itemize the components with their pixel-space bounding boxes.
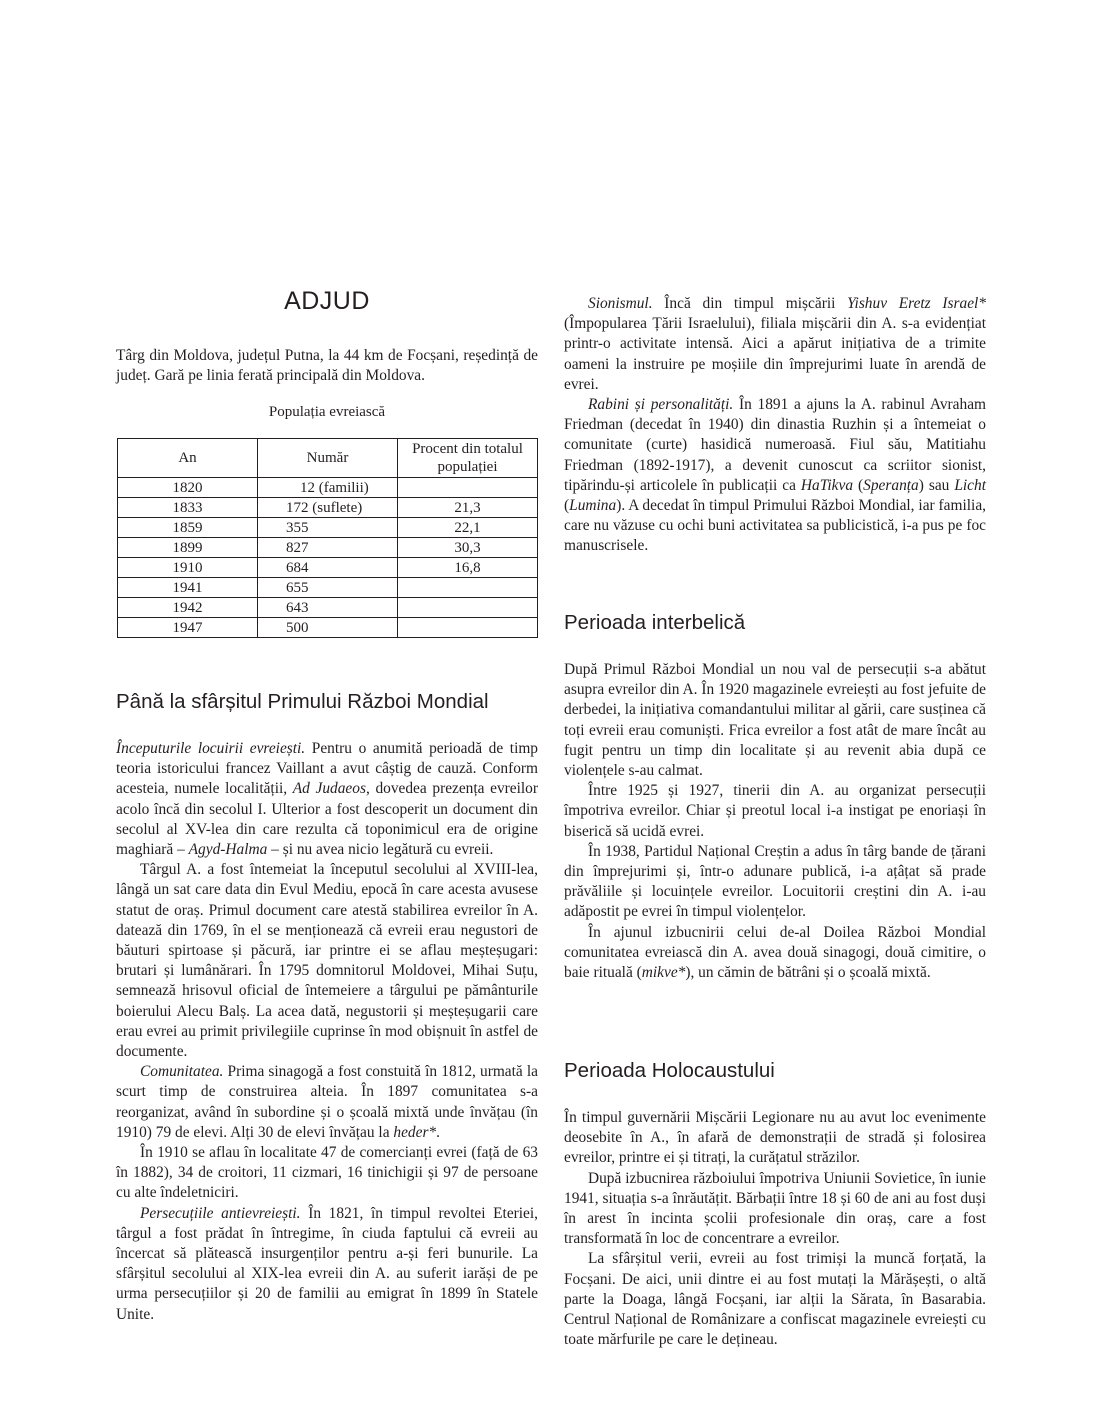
table-row — [118, 618, 538, 638]
cell-year: 1859 — [118, 518, 258, 538]
cell-percent: 22,1 — [398, 518, 538, 538]
cell-year: 1899 — [118, 538, 258, 558]
paragraph-founding: Târgul A. a fost întemeiat la începutul secolului al XVIII-lea, lângă un sat care data din Evul Mediu, epocă în care acesta avusese statut de oraș. Primul document care atestă stabilirea evreilor în A. datează din 1769, în el se menționează că evreii erau negustori de băuturi spirtoase și păcură, iar printre ei se aflau meșteșugari: brutari și lumânărari. În 1795 domnitorul Moldovei, Mihai Suțu, semnează hrisovul oficial de întemeiere a târgului pe pământurile boierului Alecu Balș. La acea dată, negustorii și meșteșugarii care erau evrei au primit privilegiile cuprinse în mod obișnuit în astfel de documente. — [116, 861, 538, 1061]
cell-percent: 30,3 — [398, 538, 538, 558]
section-heading-ww1: Până la sfârșitul Primului Război Mondial — [116, 690, 489, 713]
paragraph-lead: Începuturile locuirii evreiești. — [116, 740, 306, 757]
cell-year: 1910 — [118, 558, 258, 578]
paragraph-lead: Rabini și personalități. — [588, 396, 734, 414]
paragraph-occupations: În 1910 se aflau în localitate 47 de comercianți evrei (față de 63 în 1882), 34 de croitori, 11 cizmari, 16 tinichigii și 97 de persoane cu alte îndeletniciri. — [116, 1144, 538, 1202]
header-number: Număr — [258, 439, 398, 478]
term-ad-judaeos: Ad Judaeos — [292, 780, 366, 798]
paragraph-lead: Comunitatea. — [140, 1063, 224, 1081]
paragraph-interwar-3: În 1938, Partidul Național Creștin a adus în târg bande de țărani din împrejurimi și, într-o adunare publică, i-a ațâțat să prade prăvăliile și locuințele evreilor. Locuitorii creștini din A. i-au adăpostit pe evrei în timpul violențelor. — [564, 842, 986, 921]
paragraph-lead: Sionismul. — [588, 295, 653, 312]
table-row — [118, 478, 538, 498]
cell-year: 1833 — [118, 498, 258, 518]
paragraph-interwar-2: Între 1925 și 1927, tinerii din A. au organizat persecuții împotriva evreilor. Chiar și preotul local i-a instigat pe enoriași în biserică să ucidă evrei. — [564, 782, 986, 840]
header-year: An — [118, 439, 258, 478]
glossary-term-mikve: mikve* — [641, 964, 686, 982]
article-title: ADJUD — [284, 287, 370, 315]
glossary-term-heder: heder* — [393, 1123, 437, 1141]
cell-percent — [398, 598, 538, 618]
cell-percent — [398, 618, 538, 638]
paragraph-persecutions: Persecuțiile antievreiești. În 1821, în timpul revoltei Eteriei, târgul a fost prădat în întregime, în ciuda faptului că evreii au încercat să plătească insurgenților pentru a-și feri bunurile. La sfârșitul secolului al XIX-lea evreii din A. au suferit iarăși de pe urma persecuțiilor și 20 de familii au emigrat în 1899 în Statele Unite. — [116, 1204, 539, 1323]
cell-number: 12 (familii) — [258, 478, 398, 498]
table-row — [118, 538, 538, 558]
paragraph-interwar-4: În ajunul izbucnirii celui de-al Doilea Război Mondial comunitatea evreiască din A. avea două sinagogi, două cimitire, o baie rituală (mikve*), un cămin de bătrâni și o școală mixtă. — [564, 923, 986, 982]
cell-year: 1942 — [118, 598, 258, 618]
paragraph-holocaust-3: La sfârșitul verii, evreii au fost trimiși la muncă forțată, la Focșani. De aici, unii dintre ei au fost mutați la Mărășești, o altă parte la Doaga, lângă Focșani, iar alții la Sărata, în Basarabia. Centrul Național de Românizare a confiscat magazinele evreiești cu toate mărfurile pe care le dețineau. — [564, 1250, 986, 1349]
table-caption: Populația evreiască — [268, 404, 386, 420]
table-header-row — [118, 439, 538, 478]
cell-number: 500 — [258, 618, 398, 638]
cell-number: 827 — [258, 538, 398, 558]
cell-number: 172 (suflete) — [258, 498, 398, 518]
glossary-term-yishuv: Yishuv Eretz Israel* — [847, 295, 987, 312]
section-heading-interwar: Perioada interbelică — [564, 611, 746, 634]
cell-number: 355 — [258, 518, 398, 538]
table-row — [118, 598, 538, 618]
section-holocaust-body — [564, 1108, 986, 1350]
cell-percent: 16,8 — [398, 558, 538, 578]
paragraph-holocaust-2: După izbucnirea războiului împotriva Uniunii Sovietice, în iunie 1941, situația s-a înrăutățit. Bărbații între 18 și 60 de ani au fost duși în arest în incinta școlii profesionale din oraș, care a fost transformată în loc de concentrare a evreilor. — [564, 1169, 986, 1248]
table-row — [118, 578, 538, 598]
paragraph-lead: Persecuțiile antievreiești. — [140, 1204, 301, 1222]
cell-year: 1947 — [118, 618, 258, 638]
section-interwar-body — [564, 660, 986, 983]
table-row — [118, 558, 538, 578]
term-agyd-halma: Agyd-Halma — [188, 841, 268, 859]
cell-number: 643 — [258, 598, 398, 618]
article-intro — [116, 346, 538, 386]
cell-percent — [398, 478, 538, 498]
table-row — [118, 498, 538, 518]
section-heading-holocaust: Perioada Holocaustului — [564, 1059, 775, 1082]
paragraph-beginnings: Începuturile locuirii evreiești. Pentru o anumită perioadă de timp teoria istoricului francez Vaillant a avut câștig de cauză. Conform acesteia, numele localității, Ad Judaeos, dovedea prezența evreilor acolo încă din secolul I. Ulterior a fost descoperit un document din secolul al XV-lea din care rezulta că toponimicul era de origine maghiară – Agyd-Halma – și nu avea nicio legătură cu evreii. — [116, 740, 539, 859]
cell-percent — [398, 578, 538, 598]
table-row — [118, 518, 538, 538]
cell-year: 1820 — [118, 478, 258, 498]
section-ww1-body — [116, 739, 538, 1325]
paragraph-rabbis: Rabini și personalități. În 1891 a ajuns la A. rabinul Avraham Friedman (decedat în 1940) din dinastia Ruzhin și a întemeiat o comunitate (curte) hasidică numeroasă. Fiul său, Matitiahu Friedman (1892-1917), a devenit cunoscut ca scriitor sionist, tipărindu-și articolele în publicații ca HaTikva (Speranța) sau Licht (Lumina). A decedat în timpul Primului Război Mondial, iar familia, care nu văzuse cu ochi buni activitatea sa publicistică, i-a pus pe foc manuscrisele. — [564, 396, 987, 555]
population-table — [117, 438, 538, 638]
intro-paragraph: Târg din Moldova, județul Putna, la 44 km de Focșani, reședință de județ. Gară pe linia ferată principală din Moldova. — [116, 347, 538, 385]
cell-number: 655 — [258, 578, 398, 598]
cell-year: 1941 — [118, 578, 258, 598]
paragraph-holocaust-1: În timpul guvernării Mișcării Legionare nu au avut loc evenimente deosebite în A., în afară de demonstrații de stradă și folosirea evreilor, printre ei și titrați, la curățatul străzilor. — [564, 1109, 986, 1167]
paragraph-interwar-1: După Primul Război Mondial un nou val de persecuții s-a abătut asupra evreilor din A. În 1920 magazinele evreiești au fost jefuite de derbedei, la inițiativa comandantului militar al gării, care susținea că toți evreii erau comuniști. Frica evreilor a fost atât de mare încât au fugit pentru un timp din localitate și au revenit abia după ce violențele s-au calmat. — [564, 661, 986, 780]
paragraph-community: Comunitatea. Prima sinagogă a fost constuită în 1812, urmată la scurt timp de construirea alteia. În 1897 comunitatea s-a reorganizat, având în subordine și o școală mixtă unde învățau (în 1910) 79 de elevi. Alți 30 de elevi învățau la heder*. — [116, 1063, 538, 1141]
cell-percent: 21,3 — [398, 498, 538, 518]
paragraph-zionism: Sionismul. Încă din timpul mișcării Yishuv Eretz Israel* (Împopularea Țării Israelului), filiala mișcării din A. s-a evidențiat printr-o activitate intensă. Aici a apărut inițiativa de a trimite oameni la instruire pe moșiile din împrejurimi luate în arendă de evrei. — [564, 295, 987, 393]
section-zionism-body — [564, 294, 986, 557]
cell-number: 684 — [258, 558, 398, 578]
header-percent: Procent din totalul populației — [398, 439, 538, 478]
